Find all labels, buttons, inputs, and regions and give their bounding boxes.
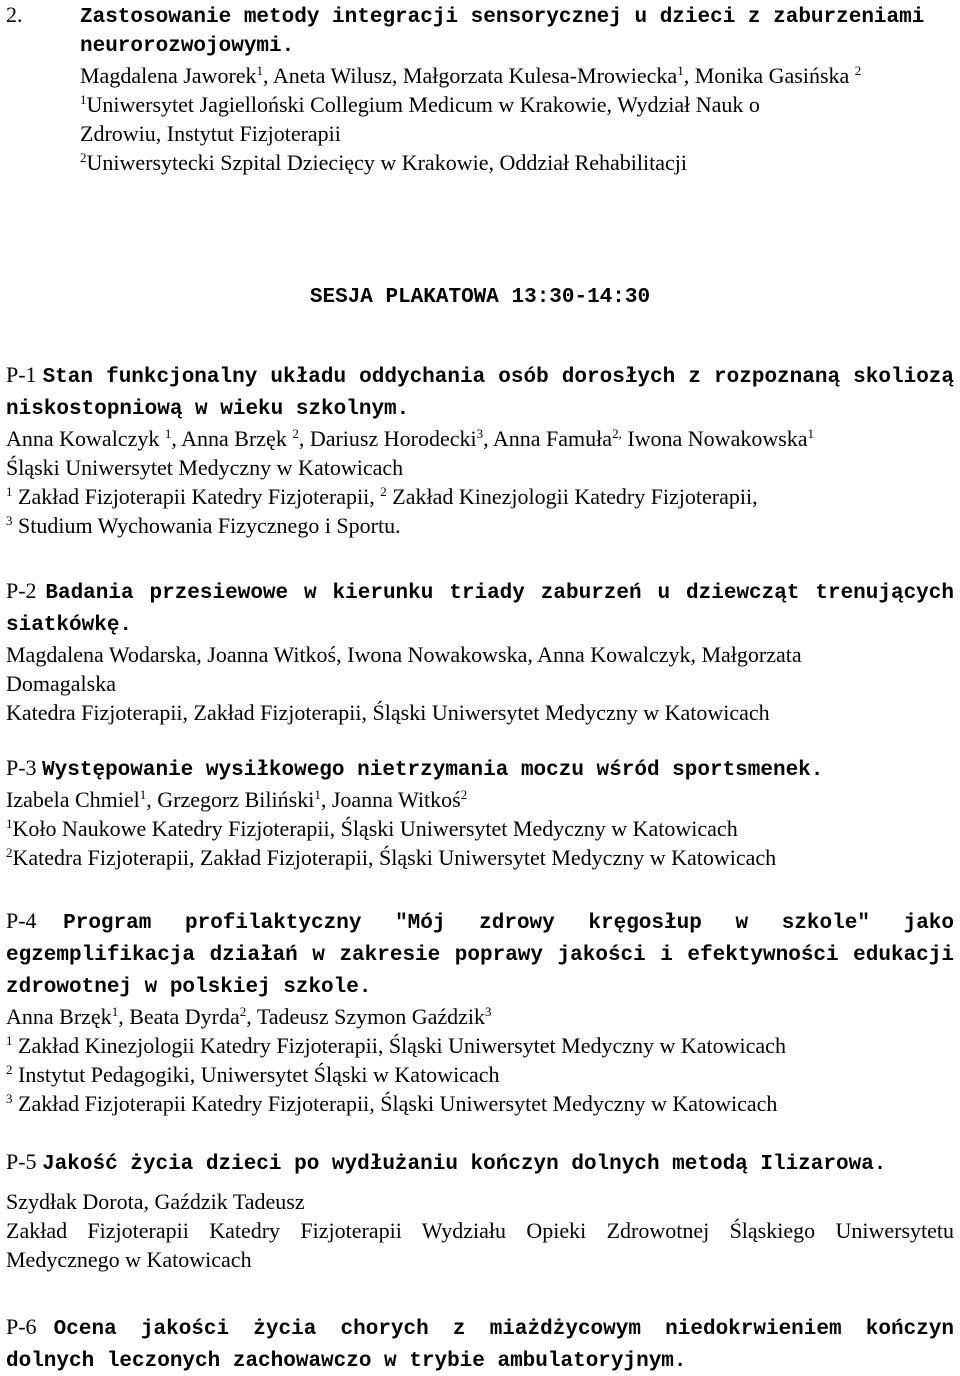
author-separator: , (483, 426, 493, 451)
author-sup: 2, (612, 426, 622, 441)
affil-text: Zakład Kinezjologii Katedry Fizjoterapii, (386, 484, 758, 509)
author-name: Dariusz Horodecki (309, 426, 477, 451)
author-sup: 3 (476, 426, 484, 441)
poster-title-p4 (6, 906, 954, 1002)
author-name: Grzegorz Biliński (157, 787, 315, 812)
affil-text: Koło Naukowe Katedry Fizjoterapii, Śląski Uniwersytet Medyczny w Katowicach (12, 816, 738, 841)
item-title-continued: neurorozwojowymi. (80, 35, 295, 58)
poster-title-p1 (6, 360, 954, 424)
poster-id: P-3 (6, 755, 37, 780)
item-affiliation-2 (6, 148, 954, 177)
author-separator: , (683, 63, 695, 88)
author-name: Monika Gasińska (694, 63, 855, 88)
poster-authors: Magdalena Wodarska, Joanna Witkoś, Iwona Nowakowska, Anna Kowalczyk, Małgorzata (6, 642, 802, 667)
author-sup: 2 (292, 426, 299, 441)
author-name: Tadeusz Szymon Gaździk (256, 1004, 486, 1029)
affil-text: Zakład Fizjoterapii Katedry Fizjoterapii, Śląski Uniwersytet Medyczny w Katowicach (12, 1091, 778, 1116)
affil-sup: 2 (6, 845, 13, 860)
poster-authors-cont: Domagalska (6, 671, 116, 696)
author-sup: 2 (460, 787, 468, 802)
poster-title: Ocena jakości życia chorych z miażdżycowym niedokrwieniem kończyn dolnych leczonych zachowawczo w trybie ambulatoryjnym. (6, 1318, 955, 1373)
author-separator: , (263, 63, 273, 88)
affil-sup: 1 (6, 1033, 13, 1048)
author-name: Beata Dyrda (129, 1004, 240, 1029)
poster-affiliation (6, 511, 954, 540)
author-sup: 2 (854, 63, 862, 78)
author-name: Aneta Wilusz (272, 63, 392, 88)
poster-affiliation: Katedra Fizjoterapii, Zakład Fizjoterapii, Śląski Uniwersytet Medyczny w Katowicach (6, 700, 770, 725)
poster-institution: Śląski Uniwersytet Medyczny w Katowicach (6, 455, 404, 480)
poster-affiliation (6, 1089, 954, 1118)
poster-affiliation (6, 1060, 954, 1089)
poster-authors (6, 785, 954, 814)
poster-id: P-1 (6, 362, 37, 387)
author-separator: , (320, 787, 332, 812)
poster-title-p3 (6, 753, 954, 785)
author-separator: , (171, 426, 182, 451)
affil-sup: 2 (380, 484, 387, 499)
affil-text: Katedra Fizjoterapii, Zakład Fizjoterapii, Śląski Uniwersytet Medyczny w Katowicach (12, 845, 777, 870)
author-name: Anna Famuła (492, 426, 613, 451)
poster-p3 (6, 753, 954, 872)
item-affiliation-1-cont: Zdrowiu, Instytut Fizjoterapii (80, 121, 341, 146)
author-name: Joanna Witkoś (331, 787, 461, 812)
poster-p2 (6, 576, 954, 727)
item-2 (6, 0, 954, 177)
poster-title: Stan funkcjonalny układu oddychania osób dorosłych z rozpoznaną skoliozą niskostopniową w wieku szkolnym. (6, 366, 954, 421)
poster-p5 (6, 1147, 954, 1274)
author-sup: 1 (677, 63, 684, 78)
item-number: 2. (6, 2, 23, 27)
item-title: Zastosowanie metody integracji sensorycznej u dzieci z zaburzeniami (80, 6, 925, 29)
poster-authors (6, 424, 954, 453)
poster-title-p6 (6, 1312, 954, 1376)
author-sup: 1 (807, 426, 815, 441)
poster-p6 (6, 1312, 954, 1376)
author-sup: 3 (485, 1004, 492, 1019)
poster-affiliation (6, 1031, 954, 1060)
poster-title-p2 (6, 576, 954, 640)
session-heading: SESJA PLAKATOWA 13:30-14:30 (309, 286, 651, 309)
author-separator: , (298, 426, 310, 451)
author-name: Izabela Chmiel (6, 787, 140, 812)
affil-text: Zakład Fizjoterapii Katedry Fizjoterapii, (12, 484, 381, 509)
poster-title: Występowanie wysiłkowego nietrzymania moczu wśród sportsmenek. (42, 759, 824, 782)
poster-id: P-4 (6, 908, 37, 933)
author-sup: 1 (314, 787, 321, 802)
poster-title: Program profilaktyczny "Mój zdrowy kręgosłup w szkole" jako egzemplifikacja działań w zakresie poprawy jakości i efektywności edukacji zdrowotnej w polskiej szkole. (6, 912, 955, 999)
item-authors (6, 61, 954, 90)
poster-id: P-6 (6, 1314, 37, 1339)
poster-affiliation (6, 814, 954, 843)
poster-p1 (6, 360, 954, 540)
author-name: Anna Brzęk (181, 426, 293, 451)
affil-sup: 2 (80, 150, 87, 165)
author-name: Magdalena Jaworek (80, 63, 257, 88)
author-sup: 1 (111, 1004, 119, 1019)
poster-p4 (6, 906, 954, 1118)
affil-sup: 2 (6, 1062, 13, 1077)
affil-sup: 1 (6, 484, 13, 499)
author-name: Iwona Nowakowska (627, 426, 808, 451)
poster-id: P-5 (6, 1149, 37, 1174)
affil-sup: 3 (6, 1091, 13, 1106)
author-separator: , (118, 1004, 130, 1029)
poster-id: P-2 (6, 578, 37, 603)
affil-sup: 3 (6, 513, 13, 528)
author-separator: , (146, 787, 158, 812)
poster-authors (6, 1002, 954, 1031)
poster-title: Badania przesiewowe w kierunku triady zaburzeń u dziewcząt trenujących siatkówkę. (6, 582, 954, 637)
affil-text: Uniwersytecki Szpital Dziecięcy w Krakowie, Oddział Rehabilitacji (86, 150, 688, 175)
affil-text: Studium Wychowania Fizycznego i Sportu. (12, 513, 401, 538)
author-name: Anna Kowalczyk (6, 426, 165, 451)
author-sup: 1 (139, 787, 147, 802)
author-sup: 2 (239, 1004, 247, 1019)
author-sup: 1 (164, 426, 172, 441)
affil-text: Instytut Pedagogiki, Uniwersytet Śląski w Katowicach (12, 1062, 500, 1087)
poster-affiliation: Zakład Fizjoterapii Katedry Fizjoterapii Wydziału Opieki Zdrowotnej Śląskiego Uniwersytetu Medycznego w Katowicach (6, 1218, 954, 1272)
author-separator: , (246, 1004, 257, 1029)
affil-text: Uniwersytet Jagielloński Collegium Medicum w Krakowie, Wydział Nauk o (86, 92, 760, 117)
author-sup: 1 (256, 63, 264, 78)
poster-title: Jakość życia dzieci po wydłużaniu kończyn dolnych metodą Ilizarowa. (42, 1153, 887, 1176)
affil-text: Zakład Kinezjologii Katedry Fizjoterapii, Śląski Uniwersytet Medyczny w Katowicach (12, 1033, 786, 1058)
item-2-title-line-1 (6, 0, 954, 32)
author-name: Anna Brzęk (6, 1004, 112, 1029)
author-name: Małgorzata Kulesa-Mrowiecka (402, 63, 678, 88)
poster-title-p5 (6, 1147, 954, 1179)
affil-sup: 1 (6, 816, 13, 831)
affil-sup: 1 (80, 92, 87, 107)
author-separator: , (391, 63, 403, 88)
poster-affiliation (6, 482, 954, 511)
poster-authors: Szydłak Dorota, Gaździk Tadeusz (6, 1189, 305, 1214)
item-affiliation-1 (6, 90, 954, 119)
poster-affiliation (6, 843, 954, 872)
